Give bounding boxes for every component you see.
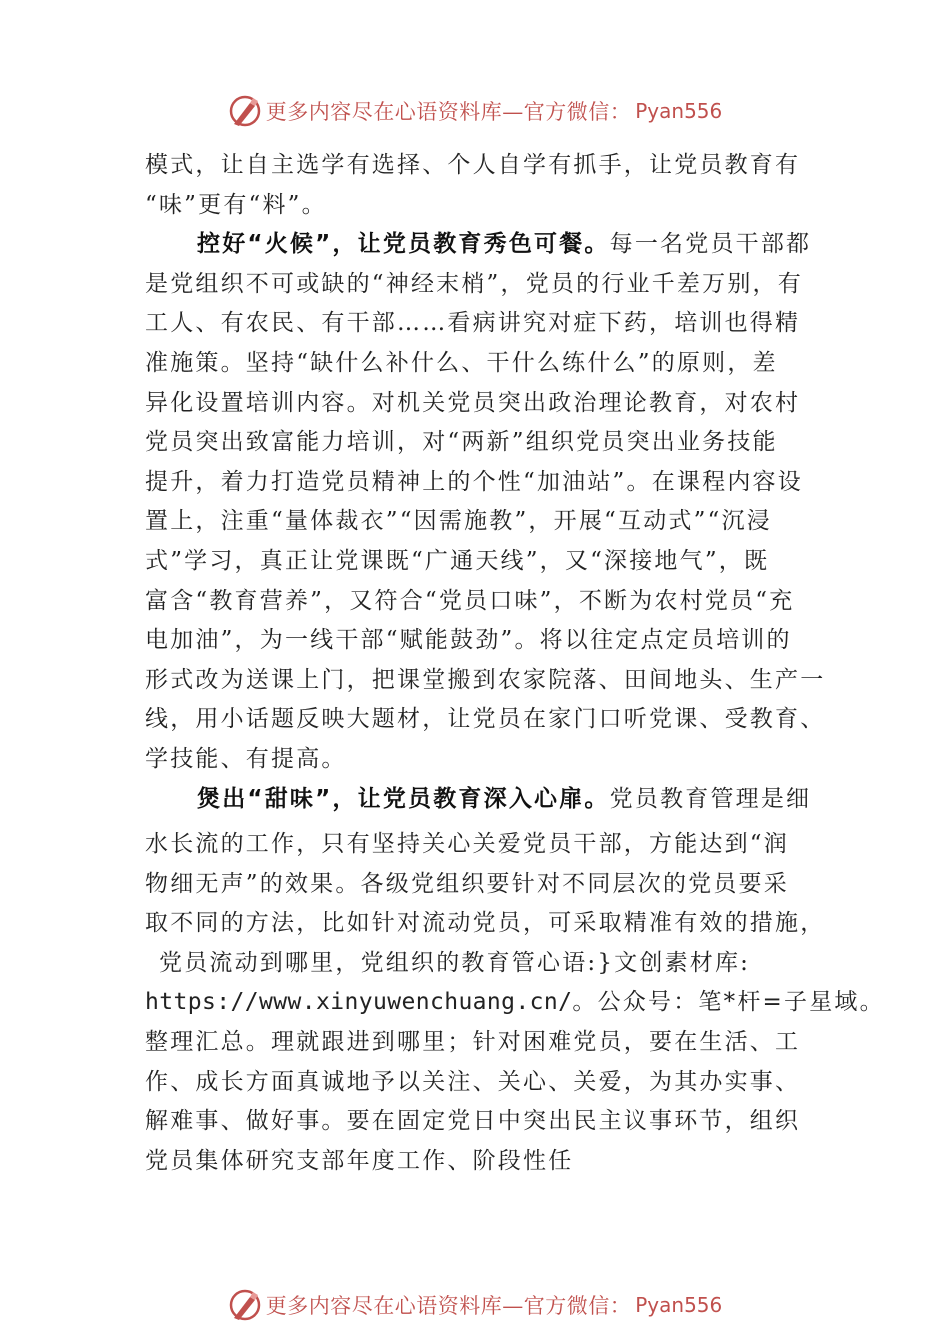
paragraph-heading: 控好“火候”，让党员教育秀色可餐。 (197, 231, 610, 258)
text-line: “味”更有“料”。 (145, 191, 327, 218)
text-line: 置上，注重“量体裁衣”“因需施教”，开展“互动式”“沉浸 (145, 508, 772, 535)
text-line: 党员集体研究支部年度工作、阶段性任 (145, 1147, 574, 1174)
footer-watermark (0, 1288, 950, 1322)
text-line: 作、成长方面真诚地予以关注、关心、关爱，为其办实事、 (145, 1068, 801, 1095)
watermark-brand: Pyan556 (635, 1293, 723, 1317)
text-line: 学技能、有提高。 (145, 745, 347, 772)
document-body (145, 146, 885, 1181)
text-line: 提升，着力打造党员精神上的个性“加油站”。在课程内容设 (145, 468, 803, 495)
text-run: 每一名党员干部都 (609, 231, 812, 258)
pen-logo-icon (228, 94, 262, 128)
paragraph-heading-line (145, 780, 835, 820)
text-line: 党员突出致富能力培训，对“两新”组织党员突出业务技能 (145, 429, 778, 456)
text-line: 工人、有农民、有干部……看病讲究对症下药，培训也得精 (145, 310, 801, 337)
text-line: 形式改为送课上门，把课堂搬到农家院落、田间地头、生产一 (145, 666, 826, 693)
header-watermark (0, 94, 950, 128)
paragraph-heading-line (145, 225, 835, 265)
pen-logo-icon (228, 1288, 262, 1322)
text-line: 物细无声”的效果。各级党组织要针对不同层次的党员要采 (145, 870, 789, 897)
text-line: 准施策。坚持“缺什么补什么、干什么练什么”的原则，差 (145, 349, 778, 376)
text-run: 党员教育管理是细 (609, 785, 812, 812)
text-line: 模式，让自主选学有选择、个人自学有抓手，让党员教育有 (145, 152, 801, 178)
watermark-text: 更多内容尽在心语资料库—官方微信： (265, 100, 632, 124)
text-line: 解难事、做好事。要在固定党日中突出民主议事环节，组织 (145, 1108, 801, 1135)
text-line: 富含“教育营养”，又符合“党员口味”，不断为农村党员“充 (145, 587, 795, 614)
watermark-brand: Pyan556 (635, 99, 723, 123)
text-line: 水长流的工作，只有坚持关心关爱党员干部，方能达到“润 (145, 831, 789, 858)
url-text: https://www.xinyuwenchuang.cn/ (145, 989, 573, 1016)
text-line: 党员流动到哪里，党组织的教育管心语:}文创素材库: (159, 949, 751, 976)
text-line: 是党组织不可或缺的“神经末梢”，党员的行业千差万别，有 (145, 270, 803, 297)
text-line: 取不同的方法，比如针对流动党员，可采取精准有效的措施， (145, 910, 826, 937)
text-line: 电加油”，为一线干部“赋能鼓劲”。将以往定点定员培训的 (145, 627, 792, 654)
paragraph-heading: 煲出“甜味”，让党员教育深入心扉。 (197, 785, 610, 812)
text-run: 。公众号：笔*杆=子星域。 (572, 989, 885, 1016)
text-line: 异化设置培训内容。对机关党员突出政治理论教育，对农村 (145, 389, 801, 416)
text-line: 式”学习，真正让党课既“广通天线”，又“深接地气”，既 (145, 547, 770, 574)
url-line (145, 983, 885, 1023)
text-line: 线，用小话题反映大题材，让党员在家门口听党课、受教育、 (145, 706, 826, 733)
text-line: 整理汇总。理就跟进到哪里；针对困难党员，要在生活、工 (145, 1029, 801, 1056)
watermark-text: 更多内容尽在心语资料库—官方微信： (265, 1294, 632, 1318)
